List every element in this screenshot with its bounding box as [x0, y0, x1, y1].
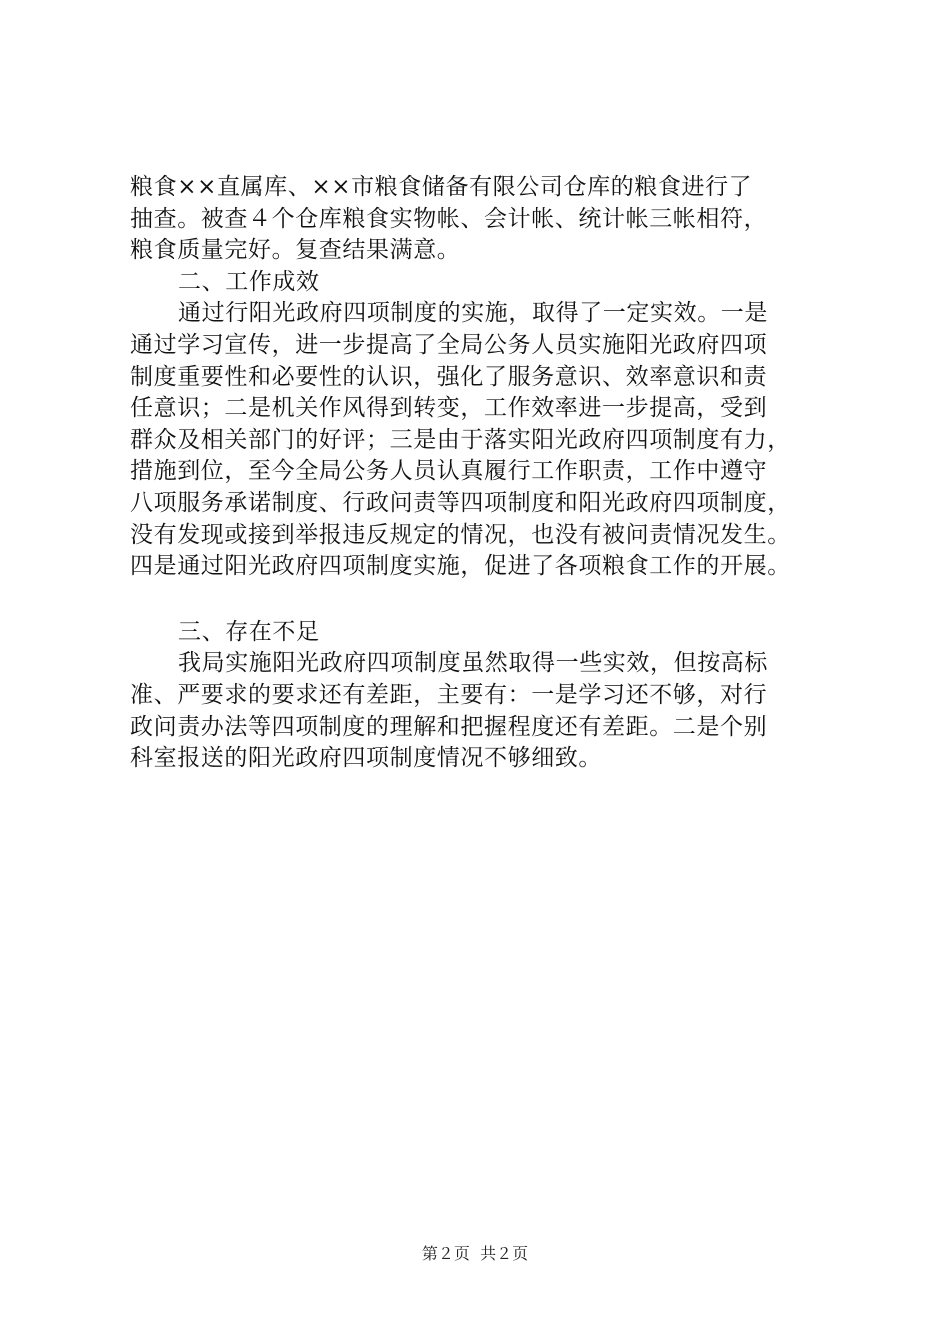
page-number: 第２页 共２页 — [421, 1244, 529, 1263]
text-line: 抽查。被查４个仓库粮食实物帐、会计帐、统计帐三帐相符， — [130, 205, 768, 232]
document-body — [130, 172, 832, 775]
text-line: 准、严要求的要求还有差距，主要有：一是学习还不够，对行 — [130, 681, 768, 708]
text-line: 粮食××直属库、××市粮食储备有限公司仓库的粮食进行了 — [130, 174, 753, 200]
section-heading-shortcomings: 三、存在不足 — [178, 618, 320, 645]
paragraph-spacer — [130, 583, 832, 600]
text-line: 科室报送的阳光政府四项制度情况不够细致。 — [130, 745, 602, 772]
text-line: 粮食质量完好。复查结果满意。 — [130, 237, 461, 264]
text-line: 没有发现或接到举报违反规定的情况，也没有被问责情况发生。 — [130, 521, 791, 548]
text-line: 通过行阳光政府四项制度的实施，取得了一定实效。一是 — [178, 300, 768, 327]
text-line: 制度重要性和必要性的认识，强化了服务意识、效率意识和责 — [130, 363, 768, 390]
paragraph-shortcomings — [130, 648, 832, 774]
text-line: 我局实施阳光政府四项制度虽然取得一些实效，但按高标 — [178, 650, 768, 677]
text-line: 群众及相关部门的好评；三是由于落实阳光政府四项制度有力， — [130, 426, 791, 453]
paragraph-achievements — [130, 298, 832, 582]
page-footer — [0, 1242, 950, 1266]
text-line: 政问责办法等四项制度的理解和把握程度还有差距。二是个别 — [130, 713, 768, 740]
text-line: 任意识；二是机关作风得到转变，工作效率进一步提高，受到 — [130, 395, 768, 422]
section-heading-achievements: 二、工作成效 — [178, 268, 320, 295]
text-line: 八项服务承诺制度、行政问责等四项制度和阳光政府四项制度， — [130, 489, 791, 516]
text-line: 四是通过阳光政府四项制度实施，促进了各项粮食工作的开展。 — [130, 553, 791, 580]
text-line: 通过学习宣传，进一步提高了全局公务人员实施阳光政府四项 — [130, 331, 768, 358]
paragraph-spacer — [130, 600, 832, 617]
paragraph-review-results — [130, 172, 832, 267]
text-line: 措施到位，至今全局公务人员认真履行工作职责，工作中遵守 — [130, 458, 768, 485]
